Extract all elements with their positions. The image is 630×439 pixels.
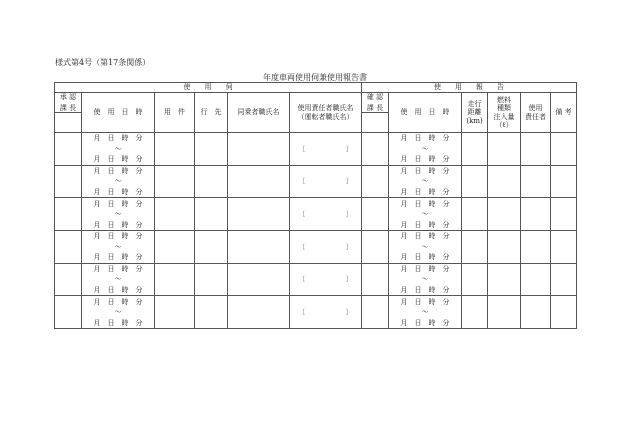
user-cell[interactable] [521,165,551,198]
passenger-cell[interactable] [228,230,290,263]
usage-datetime-cell[interactable]: 月 日 時 分 〜 月 日 時 分 [82,263,155,296]
remarks-cell[interactable] [551,296,577,329]
responsible-cell[interactable]: 〔 〕 [290,198,362,231]
confirm-cell[interactable] [362,230,389,263]
destination-cell[interactable] [195,263,228,296]
usage-report-header: 使 用 報 告 [362,83,577,93]
approval-cell[interactable] [55,198,82,231]
responsible-header: 使用責任者職氏名 （運転者職氏名） [290,93,362,133]
table-row [55,133,577,166]
approval-cell[interactable] [55,263,82,296]
purpose-cell[interactable] [155,198,195,231]
passenger-cell[interactable] [228,296,290,329]
approval-stamp-area [55,113,82,133]
passenger-cell[interactable] [228,198,290,231]
usage-request-header: 使 用 伺 [55,83,362,93]
purpose-header: 用 件 [155,93,195,133]
confirm-cell[interactable] [362,263,389,296]
responsible-cell[interactable]: 〔 〕 [290,296,362,329]
approval-cell[interactable] [55,230,82,263]
user-cell[interactable] [521,198,551,231]
distance-header: 走行 距離 (km) [462,93,488,133]
remarks-header: 備 考 [551,93,577,133]
distance-cell[interactable] [462,263,488,296]
report-datetime-cell[interactable]: 月 日 時 分 〜 月 日 時 分 [389,296,462,329]
remarks-cell[interactable] [551,133,577,166]
usage-datetime-cell[interactable]: 月 日 時 分 〜 月 日 時 分 [82,165,155,198]
purpose-cell[interactable] [155,296,195,329]
vehicle-usage-report-table [54,82,577,329]
destination-header: 行 先 [195,93,228,133]
passenger-header: 同乗者職氏名 [228,93,290,133]
report-datetime-cell[interactable]: 月 日 時 分 〜 月 日 時 分 [389,263,462,296]
responsible-cell[interactable]: 〔 〕 [290,133,362,166]
table-row [55,296,577,329]
distance-cell[interactable] [462,198,488,231]
table-row [55,165,577,198]
fuel-cell[interactable] [488,198,521,231]
fuel-cell[interactable] [488,263,521,296]
confirm-cell[interactable] [362,133,389,166]
usage-datetime-cell[interactable]: 月 日 時 分 〜 月 日 時 分 [82,198,155,231]
responsible-cell[interactable]: 〔 〕 [290,165,362,198]
distance-cell[interactable] [462,230,488,263]
destination-cell[interactable] [195,296,228,329]
destination-cell[interactable] [195,133,228,166]
purpose-cell[interactable] [155,165,195,198]
usage-datetime-header: 使 用 日 時 [82,93,155,133]
table-row [55,263,577,296]
report-datetime-header: 使 用 日 時 [389,93,462,133]
fuel-cell[interactable] [488,165,521,198]
passenger-cell[interactable] [228,263,290,296]
user-cell[interactable] [521,133,551,166]
user-cell[interactable] [521,230,551,263]
destination-cell[interactable] [195,230,228,263]
table-row [55,230,577,263]
usage-datetime-cell[interactable]: 月 日 時 分 〜 月 日 時 分 [82,230,155,263]
responsible-cell[interactable]: 〔 〕 [290,230,362,263]
report-datetime-cell[interactable]: 月 日 時 分 〜 月 日 時 分 [389,230,462,263]
passenger-cell[interactable] [228,133,290,166]
destination-cell[interactable] [195,198,228,231]
user-header: 使用 責任者 [521,93,551,133]
fuel-cell[interactable] [488,230,521,263]
confirm-cell[interactable] [362,165,389,198]
confirm-header: 確 認 課 長 [362,93,389,113]
purpose-cell[interactable] [155,263,195,296]
fuel-header: 燃料 種類 注入量 （ℓ） [488,93,521,133]
table-row [55,198,577,231]
responsible-cell[interactable]: 〔 〕 [290,263,362,296]
confirm-cell[interactable] [362,296,389,329]
remarks-cell[interactable] [551,230,577,263]
report-datetime-cell[interactable]: 月 日 時 分 〜 月 日 時 分 [389,165,462,198]
distance-cell[interactable] [462,165,488,198]
fuel-cell[interactable] [488,296,521,329]
report-datetime-cell[interactable]: 月 日 時 分 〜 月 日 時 分 [389,198,462,231]
approval-cell[interactable] [55,133,82,166]
approval-cell[interactable] [55,296,82,329]
distance-cell[interactable] [462,133,488,166]
approval-cell[interactable] [55,165,82,198]
purpose-cell[interactable] [155,230,195,263]
usage-datetime-cell[interactable]: 月 日 時 分 〜 月 日 時 分 [82,296,155,329]
remarks-cell[interactable] [551,198,577,231]
form-code: 様式第4号（第17条関係） [55,58,151,67]
user-cell[interactable] [521,263,551,296]
fuel-cell[interactable] [488,133,521,166]
form-title: 年度車両使用伺兼使用報告書 [263,73,367,82]
usage-datetime-cell[interactable]: 月 日 時 分 〜 月 日 時 分 [82,133,155,166]
confirm-stamp-area [362,113,389,133]
distance-cell[interactable] [462,296,488,329]
destination-cell[interactable] [195,165,228,198]
approval-header: 承 認 課 長 [55,93,82,113]
report-datetime-cell[interactable]: 月 日 時 分 〜 月 日 時 分 [389,133,462,166]
user-cell[interactable] [521,296,551,329]
remarks-cell[interactable] [551,263,577,296]
purpose-cell[interactable] [155,133,195,166]
remarks-cell[interactable] [551,165,577,198]
confirm-cell[interactable] [362,198,389,231]
passenger-cell[interactable] [228,165,290,198]
